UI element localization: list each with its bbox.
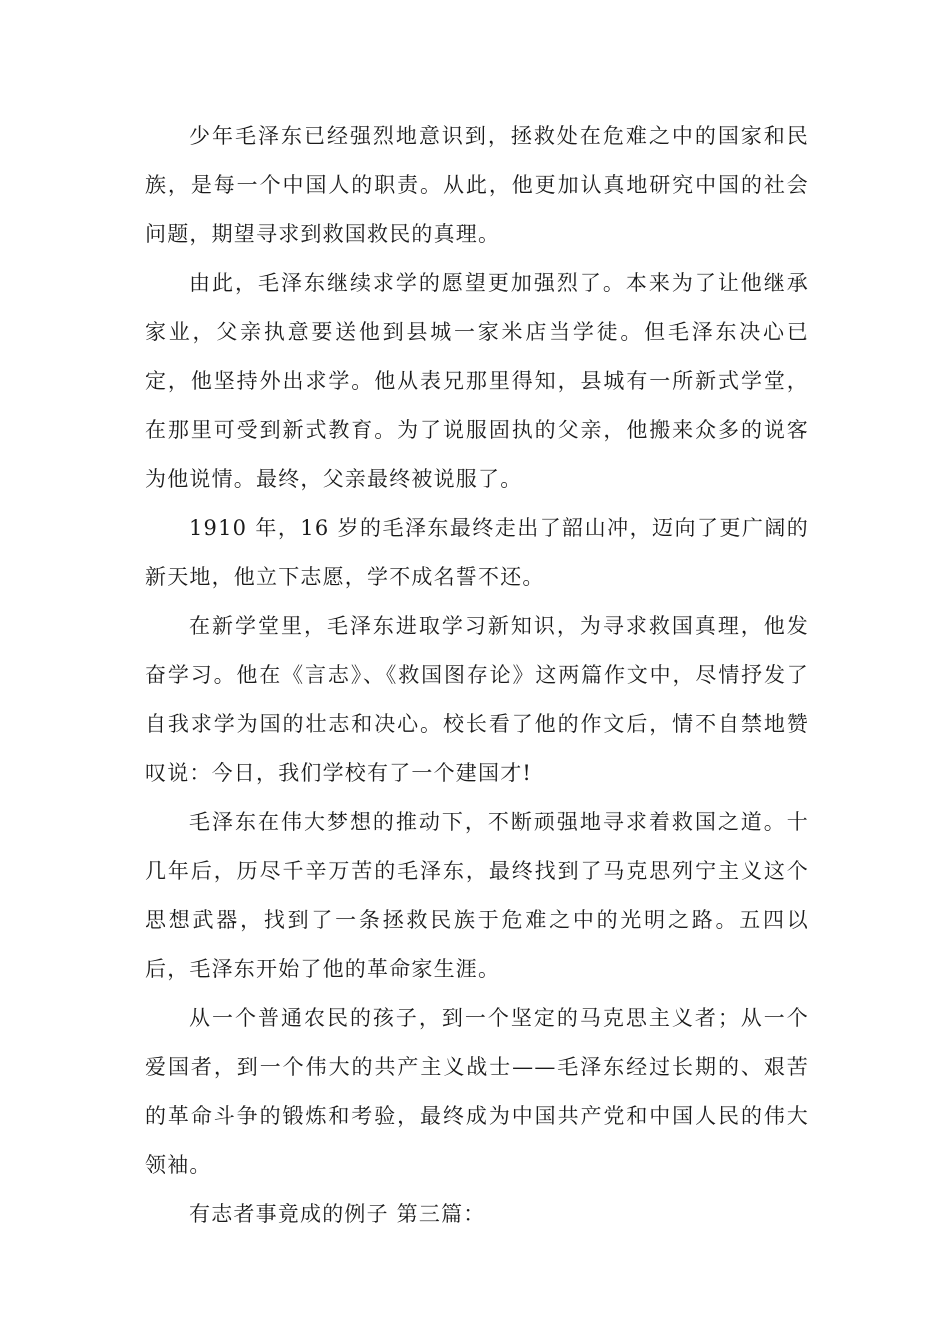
paragraph-6: 从一个普通农民的孩子，到一个坚定的马克思主义者；从一个爱国者，到一个伟大的共产主义战士——毛泽东经过长期的、艰苦的革命斗争的锻炼和考验，最终成为中国共产党和中国人民的伟大领袖。 — [145, 1006, 809, 1177]
document-body — [145, 112, 809, 1239]
paragraph-1: 少年毛泽东已经强烈地意识到，拯救处在危难之中的国家和民族，是每一个中国人的职责。从此，他更加认真地研究中国的社会问题，期望寻求到救国救民的真理。 — [145, 124, 809, 246]
paragraph-4: 在新学堂里，毛泽东进取学习新知识，为寻求救国真理，他发奋学习。他在《言志》、《救国图存论》这两篇作文中，尽情抒发了自我求学为国的壮志和决心。校长看了他的作文后，情不自禁地赞叹说：今日，我们学校有了一个建国才! — [145, 614, 809, 785]
section-heading: 有志者事竟成的例子 第三篇： — [189, 1202, 486, 1226]
paragraph-3: 1910 年，16 岁的毛泽东最终走出了韶山冲，迈向了更广阔的新天地，他立下志愿，学不成名誓不还。 — [145, 516, 809, 589]
paragraph-5: 毛泽东在伟大梦想的推动下，不断顽强地寻求着救国之道。十几年后，历尽千辛万苦的毛泽东，最终找到了马克思列宁主义这个思想武器，找到了一条拯救民族于危难之中的光明之路。五四以后，毛泽东开始了他的革命家生涯。 — [145, 810, 809, 981]
paragraph-2: 由此，毛泽东继续求学的愿望更加强烈了。本来为了让他继承家业，父亲执意要送他到县城一家米店当学徒。但毛泽东决心已定，他坚持外出求学。他从表兄那里得知，县城有一所新式学堂，在那里可受到新式教育。为了说服固执的父亲，他搬来众多的说客为他说情。最终，父亲最终被说服了。 — [145, 271, 809, 491]
